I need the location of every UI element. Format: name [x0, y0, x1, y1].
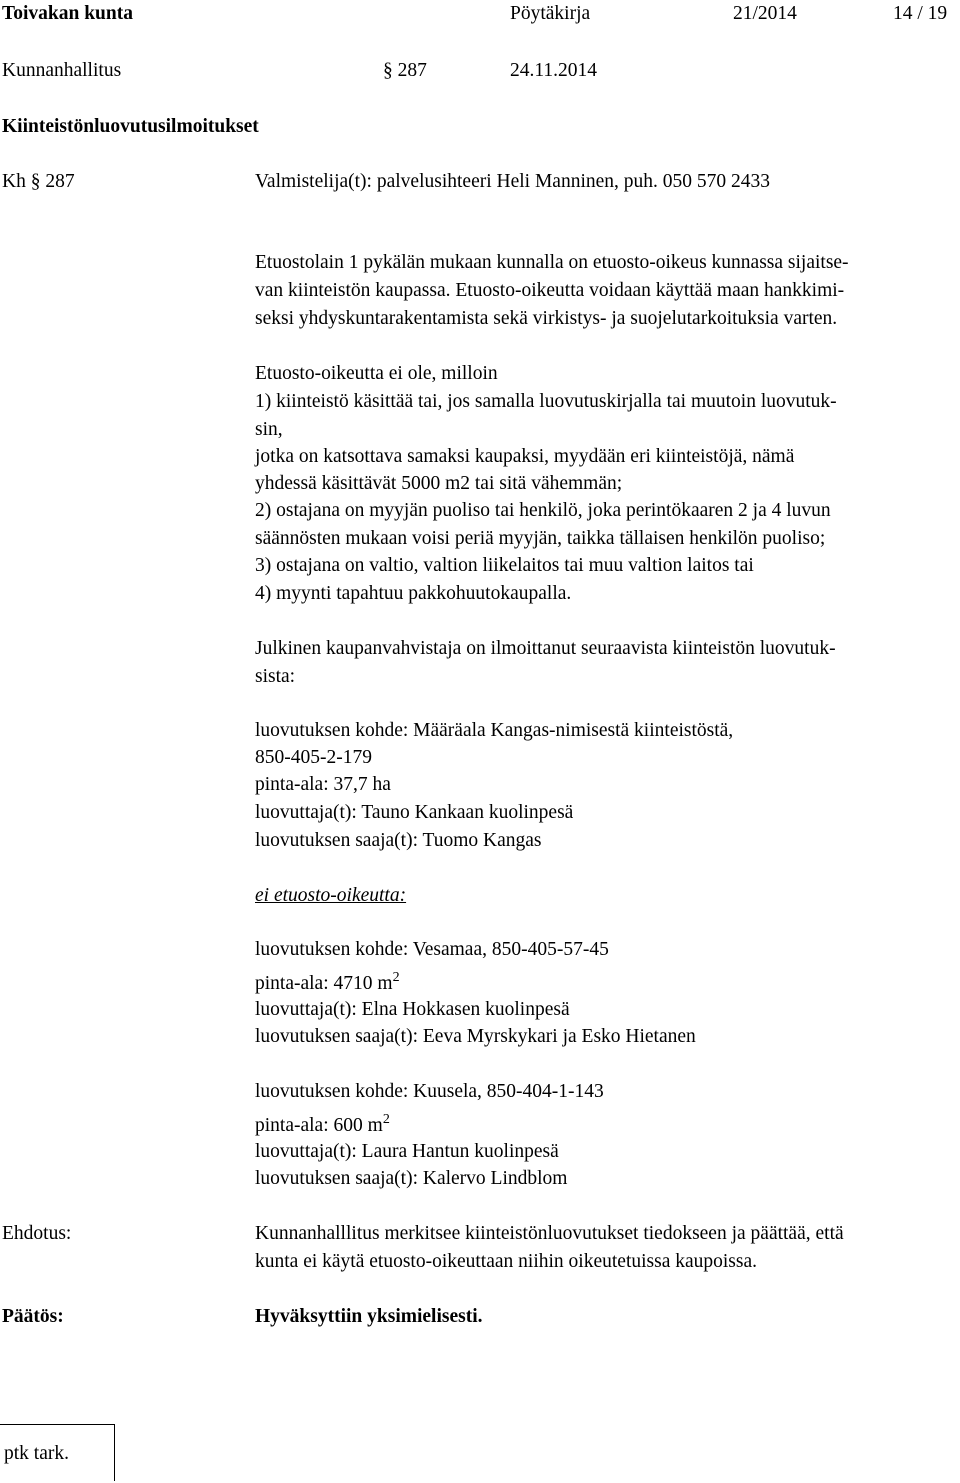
transfer3-recipient: luovutuksen saaja(t): Kalervo Lindblom: [255, 1168, 568, 1189]
document-type: Pöytäkirja: [510, 3, 591, 24]
para2-line: yhdessä käsittävät 5000 m2 tai sitä vähemmän;: [255, 473, 623, 494]
superscript-2: 2: [392, 970, 400, 985]
superscript-2: 2: [382, 1112, 390, 1127]
meeting-date: 24.11.2014: [510, 60, 598, 81]
transfer3-area-value: pinta-ala: 600 m: [255, 1115, 383, 1136]
proposal-line: Kunnanhalllitus merkitsee kiinteistönluovutukset tiedokseen ja päättää, että: [255, 1223, 844, 1244]
para2-line: 3) ostajana on valtio, valtion liikelaitos tai muu valtion laitos tai: [255, 555, 754, 576]
page-title: Kiinteistönluovutusilmoitukset: [2, 116, 259, 137]
transfer3-target: luovutuksen kohde: Kuusela, 850-404-1-143: [255, 1081, 604, 1102]
transfer2-recipient: luovutuksen saaja(t): Eeva Myrskykari ja Esko Hietanen: [255, 1026, 696, 1047]
transfer2-area-value: pinta-ala: 4710 m: [255, 973, 393, 994]
minutes-check-label: ptk tark.: [4, 1443, 69, 1464]
para2-line: jotka on katsottava samaksi kaupaksi, myydään eri kiinteistöjä, nämä: [255, 446, 795, 467]
preparer-info: Valmistelija(t): palvelusihteeri Heli Manninen, puh. 050 570 2433: [255, 171, 771, 192]
transfer1-property-id: 850-405-2-179: [255, 747, 372, 768]
para1-line: van kiinteistön kaupassa. Etuosto-oikeutta voidaan käyttää maan hankkimi-: [255, 280, 845, 301]
transfer1-transferor: luovuttaja(t): Tauno Kankaan kuolinpesä: [255, 802, 574, 823]
decision-label: Päätös:: [2, 1306, 64, 1327]
para2-line: 4) myynti tapahtuu pakkohuutokaupalla.: [255, 583, 572, 604]
transfer1-area: pinta-ala: 37,7 ha: [255, 774, 391, 795]
proposal-label: Ehdotus:: [2, 1223, 72, 1244]
proposal-line: kunta ei käytä etuosto-oikeuttaan niihin oikeutetuissa kaupoissa.: [255, 1251, 758, 1272]
document-number: 21/2014: [733, 3, 797, 24]
transfer1-recipient: luovutuksen saaja(t): Tuomo Kangas: [255, 830, 542, 851]
para2-line: 2) ostajana on myyjän puoliso tai henkilö, joka perintökaaren 2 ja 4 luvun: [255, 500, 831, 521]
governing-body: Kunnanhallitus: [2, 60, 122, 81]
para3-line: sista:: [255, 666, 296, 687]
transfer2-target: luovutuksen kohde: Vesamaa, 850-405-57-45: [255, 939, 609, 960]
item-reference: Kh § 287: [2, 171, 75, 192]
municipality-name: Toivakan kunta: [2, 3, 133, 24]
para1-line: seksi yhdyskuntarakentamista sekä virkistys- ja suojelutarkoituksia varten.: [255, 308, 838, 329]
no-preemption-heading: ei etuosto-oikeutta:: [255, 885, 407, 906]
section-reference: § 287: [383, 60, 427, 81]
para3-line: Julkinen kaupanvahvistaja on ilmoittanut seuraavista kiinteistön luovutuk-: [255, 638, 836, 659]
minutes-check-box: [0, 1424, 115, 1481]
page-number: 14 / 19: [893, 3, 948, 24]
para2-line: 1) kiinteistö käsittää tai, jos samalla luovutuskirjalla tai muutoin luovutuk-: [255, 391, 837, 412]
transfer3-transferor: luovuttaja(t): Laura Hantun kuolinpesä: [255, 1141, 559, 1162]
decision-text: Hyväksyttiin yksimielisesti.: [255, 1306, 483, 1327]
transfer2-area: [255, 970, 400, 995]
para2-line: säännösten mukaan voisi periä myyjän, taikka tällaisen henkilön puoliso;: [255, 528, 826, 549]
para2-line: Etuosto-oikeutta ei ole, milloin: [255, 363, 498, 384]
transfer1-target: luovutuksen kohde: Määräala Kangas-nimisestä kiinteistöstä,: [255, 720, 734, 741]
para2-line: sin,: [255, 419, 283, 440]
transfer2-transferor: luovuttaja(t): Elna Hokkasen kuolinpesä: [255, 999, 570, 1020]
transfer3-area: [255, 1112, 390, 1137]
para1-line: Etuostolain 1 pykälän mukaan kunnalla on etuosto-oikeus kunnassa sijaitse-: [255, 252, 849, 273]
